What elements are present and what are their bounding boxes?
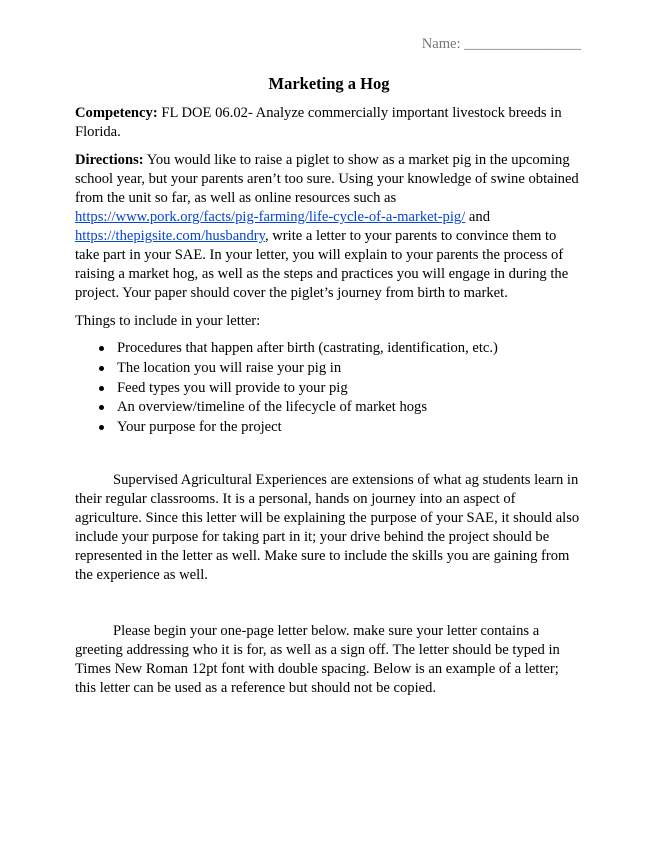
document-body (75, 104, 583, 698)
competency-paragraph (75, 104, 583, 142)
competency-text: FL DOE 06.02- Analyze commercially important livestock breeds in Florida. (75, 105, 562, 140)
list-item: An overview/timeline of the lifecycle of market hogs (117, 398, 583, 418)
list-item: Feed types you will provide to your pig (117, 379, 583, 399)
pork-org-link[interactable]: https://www.pork.org/facts/pig-farming/life-cycle-of-a-market-pig/ (75, 209, 466, 225)
list-item: The location you will raise your pig in (117, 359, 583, 379)
directions-text-rest: , write a letter to your parents to convince them to take part in your SAE. In your letter, you will explain to your parents the process of raising a market hog, as well as the steps and practices you will engage in during the project. Your paper should cover the piglet’s journey from birth to market. (75, 228, 569, 301)
sae-paragraph: Supervised Agricultural Experiences are extensions of what ag students learn in their regular classrooms. It is a personal, hands on journey into an aspect of agriculture. Since this letter will be explaining the purpose of your SAE, it should also include your purpose for taking part in it; your drive behind the project should be represented in the letter as well. Make sure to include the skills you are gaining from the experience as well. (75, 471, 580, 583)
list-item: Procedures that happen after birth (castrating, identification, etc.) (117, 339, 583, 359)
competency-label: Competency: (75, 105, 158, 121)
directions-paragraph (75, 151, 583, 303)
begin-letter-paragraph: Please begin your one-page letter below. make sure your letter contains a greeting addressing who it is for, as well as a sign off. The letter should be typed in Times New Roman 12pt font with double spacing. Below is an example of a letter; this letter can be used as a reference but should not be copied. (75, 622, 560, 696)
things-list (75, 339, 583, 438)
list-item: Your purpose for the project (117, 418, 583, 438)
name-field-label: Name: ________________ (421, 36, 581, 52)
thepigsite-link[interactable]: https://thepigsite.com/husbandry (75, 228, 265, 244)
page-title: Marketing a Hog (268, 74, 390, 93)
directions-label: Directions: (75, 152, 144, 168)
directions-text-intro: You would like to raise a piglet to show as a market pig in the upcoming school year, but your parents aren’t too sure. Using your knowledge of swine obtained from the unit so far, as well as online resources such as (75, 152, 579, 206)
things-intro: Things to include in your letter: (75, 313, 261, 329)
directions-text-and: and (465, 209, 490, 225)
